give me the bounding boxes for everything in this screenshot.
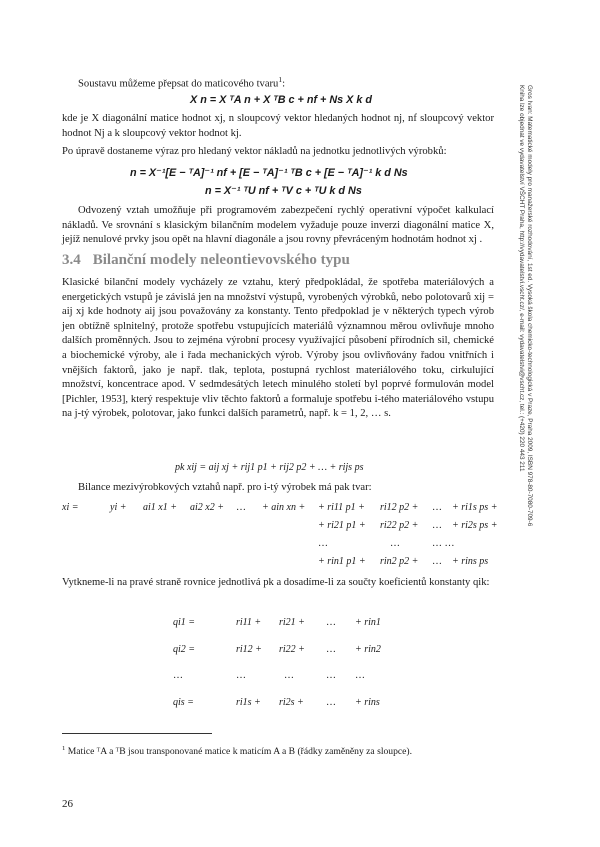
q-cell: + rin1 <box>355 617 381 628</box>
footnote-divider <box>62 733 212 734</box>
q-cell: … <box>326 697 336 708</box>
q-cell: ri21 + <box>279 617 305 628</box>
eq-r1c2: ri12 p2 + <box>380 502 419 513</box>
eq-r2c3: … <box>432 520 442 531</box>
eq-r2c1: + ri21 p1 + <box>318 520 366 531</box>
q-cell: … <box>326 670 336 681</box>
eq-r1c4: + ri1s ps + <box>452 502 498 513</box>
odvozeny-paragraph: Odvozený vztah umožňuje při programovém zabezpečení rychlý operativní výpočet kalkulací nákladů. Ve srovnání s klasickým bilančním modelem vyžaduje pouze inverzi diagonální matice X, jejíž nenulové prvky jsou opět na hlavní diagonále a jsou rovny převráceným hodnotám hodnot xj . <box>62 205 494 246</box>
q-cell: qi2 = <box>173 644 196 655</box>
eq-r4c4: + rins ps <box>452 556 489 567</box>
q-cell: ri1s + <box>236 697 261 708</box>
eq-r3c1: … <box>318 538 328 549</box>
bilance-paragraph: Bilance mezivýrobkových vztahů např. pro i-tý výrobek má pak tvar: <box>78 482 372 493</box>
side-citation-line2: Kniha lze objednat ve vydavatelství VŠCHT Praha, http://vydavatelstvi.vscht.cz/, e-mail: vydavatelstvi@vscht.cz, tel.: (+420) 220 443 211 <box>518 85 525 472</box>
section-title: Bilanční modely neleontievovského typu <box>92 252 350 268</box>
eq-r4c3: … <box>432 556 442 567</box>
q-cell: + rins <box>355 697 380 708</box>
q-cell: … <box>355 670 365 681</box>
q-cell: ri12 + <box>236 644 262 655</box>
equation-3: n = X⁻¹ ᵀU nf + ᵀV c + ᵀU k d Ns <box>205 185 362 197</box>
eq-term-y: yi + <box>110 502 127 513</box>
eq-term-a1: ai1 x1 + <box>143 502 177 513</box>
q-cell: … <box>284 670 294 681</box>
footnote-ref[interactable]: 1 <box>278 75 283 84</box>
intro-colon: : <box>282 78 286 90</box>
equation-2: n = X⁻¹[E − ᵀA]⁻¹ nf + [E − ᵀA]⁻¹ ᵀB c + [E − ᵀA]⁻¹ k d Ns <box>130 167 408 179</box>
q-cell: … <box>326 617 336 628</box>
eq-r1c1: + ri11 p1 + <box>318 502 365 513</box>
q-cell: qi1 = <box>173 617 196 628</box>
section-number: 3.4 <box>62 252 81 268</box>
po-uprave-paragraph: Po úpravě dostaneme výraz pro hledaný vektor nákladů na jednotku jednotlivých výrobků: <box>62 146 447 157</box>
eq-lhs: xi = <box>62 502 79 513</box>
q-cell: ri11 + <box>236 617 262 628</box>
intro-text: Soustavu můžeme přepsat do maticového tvaru <box>78 78 279 90</box>
kde-je-paragraph: kde je X diagonální matice hodnot xj, n sloupcový vektor hledaných hodnot nj, nf sloupcový vektor hodnot Nj a k sloupcový vektor hodnot kj. <box>62 113 494 139</box>
equation-1: X n = X ᵀA n + X ᵀB c + nf + Ns X k d <box>190 94 372 106</box>
eq-r3c3: … … <box>432 538 455 549</box>
side-citation <box>518 85 563 685</box>
q-cell: … <box>326 644 336 655</box>
equation-pk: pk xij = aij xj + rij1 p1 + rij2 p2 + … + rijs ps <box>175 462 364 473</box>
q-cell: ri2s + <box>279 697 304 708</box>
eq-r4c1: + rin1 p1 + <box>318 556 366 567</box>
section-heading <box>62 252 350 269</box>
footnote-text: Matice ᵀA a ᵀB jsou transponované matice k maticím A a B (řádky zaměněny za sloupce). <box>67 746 412 758</box>
klasicke-paragraph: Klasické bilanční modely vycházely ze vztahu, který předpokládal, že spotřeba materiálových a energetických vstupů je závislá jen na množství výstupů, vyrobených výrobků, nebo polotovarů xij = aij xj kde hodnoty aij jsou považovány za konstanty. Tento předpoklad je v některých typech výrob jen obtížně splnitelný, protože spotřebu vstupujících materiálů významnou měrou ovlivňuje mnoho dalších proměnných. Jsou to zejména výrobní procesy využívající působení přírodních sil, chemické a biochemické výroby, ale i řada mechanických výrob. Výroby jsou ovlivňovány řadou vnitřních i vnějších faktorů, jako je např. tlak, teplota, postupná rychlost materiálového toku, cirkulující množství, koncentrace apod. V sedmdesátých letech minulého století byl poprvé formulován model [Pichler, 1953], který respektuje vliv těchto faktorů a formaluje spotřebu i-tého materiálového vstupu na j-tý výrobek, polotovar, jako funkci dalších parametrů, např. k = 1, 2, … s. <box>62 277 494 420</box>
q-cell: + rin2 <box>355 644 381 655</box>
eq-r2c2: ri22 p2 + <box>380 520 419 531</box>
q-cell: … <box>236 670 246 681</box>
footnote <box>62 745 412 757</box>
eq-term-a2: ai2 x2 + <box>190 502 224 513</box>
q-cell: … <box>173 670 183 681</box>
q-cell: qis = <box>173 697 194 708</box>
eq-r1c3: … <box>432 502 442 513</box>
vytkneme-paragraph: Vytkneme-li na pravé straně rovnice jednotlivá pk a dosadíme-li za součty koeficientů konstanty qik: <box>62 577 490 588</box>
intro-paragraph <box>62 73 494 92</box>
footnote-mark: 1 <box>62 745 66 752</box>
eq-term-dots: … <box>236 502 246 513</box>
page-number: 26 <box>62 798 73 810</box>
side-citation-line1: Gros Ivan: Matematické modely pro manažerské rozhodování, 1st ed. Vysoká škola chemicko-technologická v Praze, Praha 2009, ISBN 978-80-7080-709-6 <box>526 85 533 527</box>
eq-r3c2: … <box>390 538 400 549</box>
eq-r4c2: rin2 p2 + <box>380 556 419 567</box>
eq-term-an: + ain xn + <box>262 502 306 513</box>
eq-r2c4: + ri2s ps + <box>452 520 498 531</box>
q-cell: ri22 + <box>279 644 305 655</box>
